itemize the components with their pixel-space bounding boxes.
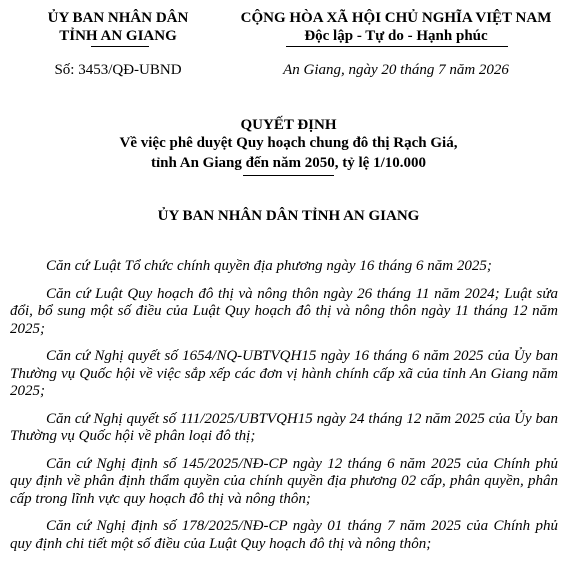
decision-title: QUYẾT ĐỊNH [240, 117, 337, 133]
subject-underline [243, 175, 334, 176]
document-number: Số: 3453/QĐ-UBND [54, 62, 182, 78]
national-motto [222, 9, 570, 45]
legal-basis-paragraph: Căn cứ Nghị định số 145/2025/NĐ-CP ngày 12 tháng 6 năm 2025 của Chính phủ quy định về phân định thẩm quyền của chính quyền địa phương 02 cấp, phân quyền, phân cấp trong lĩnh vực quy hoạch đô thị và nông thôn; [10, 455, 558, 507]
legal-basis-paragraph: Căn cứ Luật Quy hoạch đô thị và nông thôn ngày 26 tháng 11 năm 2024; Luật sửa đổi, bổ sung một số điều của Luật Quy hoạch đô thị và nông thôn ngày 11 tháng 12 năm 2025; [10, 285, 558, 337]
agency-underline [91, 46, 149, 47]
agency-line-2: TỈNH AN GIANG [59, 28, 177, 44]
decision-subject [40, 133, 537, 173]
legal-basis-paragraph: Căn cứ Nghị quyết số 1654/NQ-UBTVQH15 ngày 16 tháng 6 năm 2025 của Ủy ban Thường vụ Quốc hội về việc sắp xếp các đơn vị hành chính cấp xã của tỉnh An Giang năm 2025; [10, 348, 558, 399]
decision-subject-line-1: Về việc phê duyệt Quy hoạch chung đô thị Rạch Giá, [119, 135, 458, 151]
issuing-agency [18, 9, 218, 45]
place-date: An Giang, ngày 20 tháng 7 năm 2026 [283, 62, 509, 78]
legal-basis-paragraph: Căn cứ Nghị định số 178/2025/NĐ-CP ngày 01 tháng 7 năm 2025 của Chính phủ quy định chi tiết một số điều của Luật Quy hoạch đô thị và nông thôn; [10, 518, 558, 552]
authority-heading: ỦY BAN NHÂN DÂN TỈNH AN GIANG [157, 208, 420, 224]
country-name: CỘNG HÒA XÃ HỘI CHỦ NGHĨA VIỆT NAM [240, 10, 552, 26]
legal-basis-paragraph: Căn cứ Nghị quyết số 111/2025/UBTVQH15 ngày 24 tháng 12 năm 2025 của Ủy ban Thường vụ Quốc hội về phân loại đô thị; [10, 410, 558, 444]
decision-subject-line-2: tỉnh An Giang đến năm 2050, tỷ lệ 1/10.000 [150, 155, 427, 171]
legal-basis-paragraph: Căn cứ Luật Tổ chức chính quyền địa phương ngày 16 tháng 6 năm 2025; [46, 258, 492, 274]
motto: Độc lập - Tự do - Hạnh phúc [304, 28, 488, 44]
motto-underline [286, 46, 508, 47]
agency-line-1: ỦY BAN NHÂN DÂN [47, 10, 189, 26]
legal-bases [10, 258, 558, 563]
